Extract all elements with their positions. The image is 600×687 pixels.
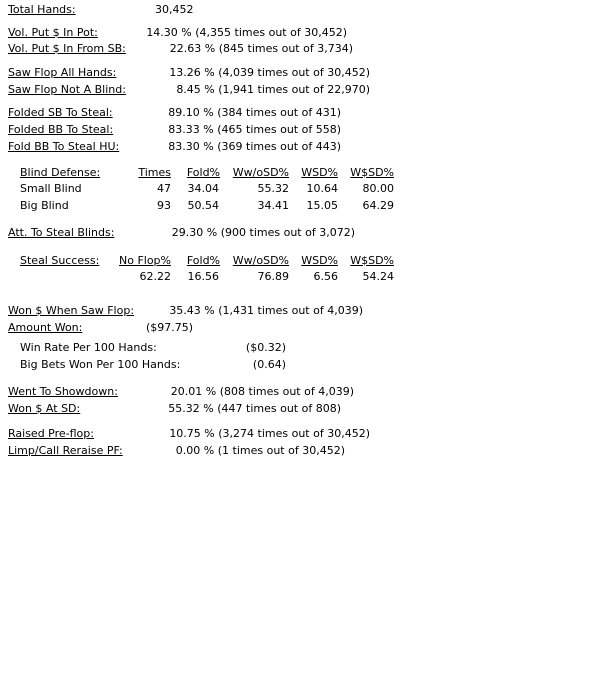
total-hands-value: 30,452 [155,3,194,16]
saw-flop-all-value: 13.26 % (4,039 times out of 30,452) [169,66,370,79]
saw-flop-all-label: Saw Flop All Hands: [8,66,117,79]
vpip-value: 14.30 % (4,355 times out of 30,452) [146,26,347,39]
folded-bb-steal-value: 83.33 % (465 times out of 558) [168,123,341,136]
header-wdollarsd-pct: W$SD% [350,166,394,179]
att-steal-value: 29.30 % (900 times out of 3,072) [171,226,355,239]
vpip-sb-label: Vol. Put $ In From SB: [8,42,126,55]
header-fold-pct: Fold% [186,254,220,267]
small-blind-label: Small Blind [20,182,82,195]
steal-wsd: 6.56 [313,270,338,283]
small-blind-fold: 34.04 [187,182,219,195]
header-wwosd-pct: Ww/oSD% [232,166,289,179]
steal-success-header: Steal Success: [20,254,100,267]
big-blind-wsd: 15.05 [306,199,338,212]
raised-pf-label: Raised Pre-flop: [8,427,94,440]
saw-flop-not-blind-value: 8.45 % (1,941 times out of 22,970) [176,83,370,96]
steal-no-flop: 62.22 [139,270,171,283]
big-bets-value: (0.64) [252,358,286,371]
steal-wwosd: 76.89 [257,270,289,283]
small-blind-wsd: 10.64 [306,182,338,195]
att-steal-label: Att. To Steal Blinds: [8,226,115,239]
steal-wdollarsd: 54.24 [362,270,394,283]
amount-won-value: ($97.75) [146,321,194,334]
header-fold-pct: Fold% [186,166,220,179]
won-saw-flop-label: Won $ When Saw Flop: [8,304,135,317]
limp-call-pf-label: Limp/Call Reraise PF: [8,444,123,457]
header-wwosd-pct: Ww/oSD% [232,254,289,267]
fold-bb-steal-hu-label: Fold BB To Steal HU: [8,140,120,153]
big-blind-times: 93 [157,199,171,212]
folded-bb-steal-label: Folded BB To Steal: [8,123,114,136]
big-bets-label: Big Bets Won Per 100 Hands: [20,358,181,371]
header-wdollarsd-pct: W$SD% [350,254,394,267]
header-no-flop-pct: No Flop% [118,254,171,267]
small-blind-wdollarsd: 80.00 [362,182,394,195]
vpip-label: Vol. Put $ In Pot: [8,26,98,39]
header-wsd-pct: WSD% [301,254,338,267]
went-showdown-label: Went To Showdown: [8,385,118,398]
total-hands-label: Total Hands: [8,3,76,16]
won-saw-flop-value: 35.43 % (1,431 times out of 4,039) [169,304,363,317]
header-times: Times [138,166,171,179]
small-blind-wwosd: 55.32 [257,182,289,195]
big-blind-label: Big Blind [20,199,69,212]
win-rate-label: Win Rate Per 100 Hands: [20,341,157,354]
won-sd-label: Won $ At SD: [8,402,81,415]
big-blind-fold: 50.54 [187,199,219,212]
small-blind-times: 47 [157,182,171,195]
big-blind-wwosd: 34.41 [257,199,289,212]
saw-flop-not-blind-label: Saw Flop Not A Blind: [8,83,126,96]
vpip-sb-value: 22.63 % (845 times out of 3,734) [169,42,353,55]
win-rate-value: ($0.32) [245,341,286,354]
blind-defense-header: Blind Defense: [20,166,101,179]
big-blind-wdollarsd: 64.29 [362,199,394,212]
amount-won-label: Amount Won: [8,321,83,334]
fold-bb-steal-hu-value: 83.30 % (369 times out of 443) [168,140,341,153]
folded-sb-steal-label: Folded SB To Steal: [8,106,113,119]
limp-call-pf-value: 0.00 % (1 times out of 30,452) [175,444,345,457]
steal-fold: 16.56 [187,270,219,283]
header-wsd-pct: WSD% [301,166,338,179]
won-sd-value: 55.32 % (447 times out of 808) [168,402,341,415]
raised-pf-value: 10.75 % (3,274 times out of 30,452) [169,427,370,440]
folded-sb-steal-value: 89.10 % (384 times out of 431) [168,106,341,119]
went-showdown-value: 20.01 % (808 times out of 4,039) [170,385,354,398]
